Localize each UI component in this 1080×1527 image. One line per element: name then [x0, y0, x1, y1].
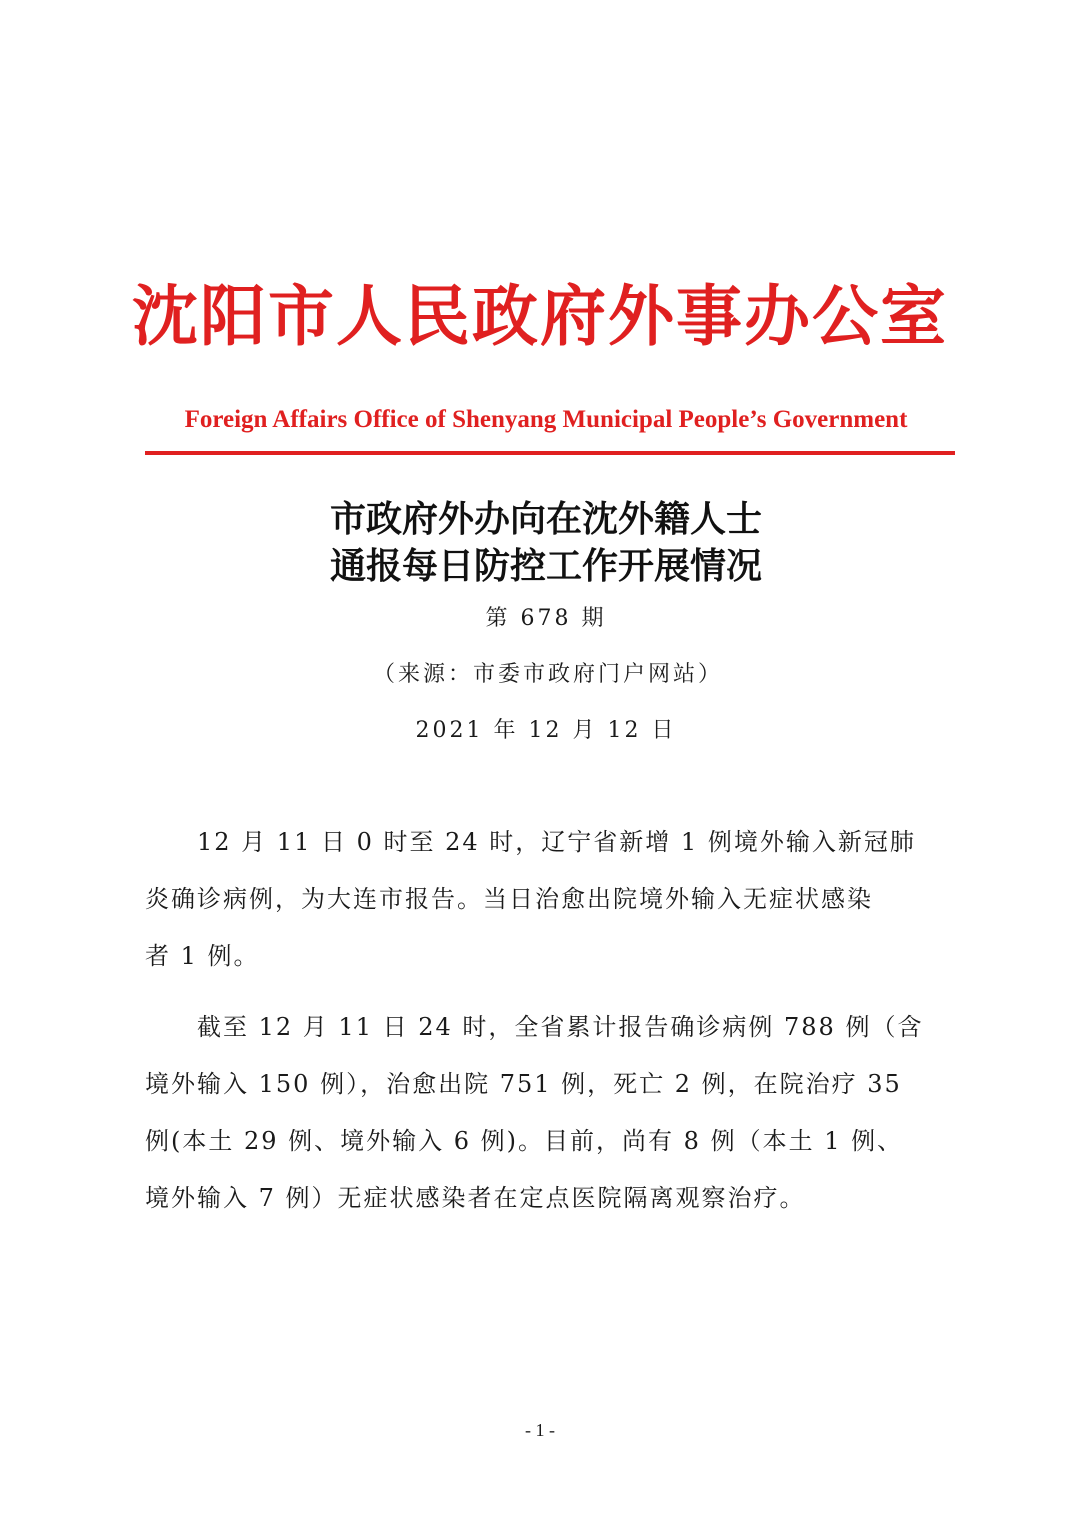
document-title-line-2: 通报每日防控工作开展情况: [329, 545, 762, 587]
document-title-line-1: 市政府外办向在沈外籍人士: [329, 498, 762, 540]
source-note: （来源：市委市政府门户网站）: [372, 662, 723, 687]
org-name-english: Foreign Affairs Office of Shenyang Municipal People’s Government: [184, 406, 908, 433]
paragraph-line: 例(本土 29 例、境外输入 6 例)。目前，尚有 8 例（本土 1 例、: [145, 1127, 904, 1155]
header-divider: [145, 451, 955, 455]
paragraph-line: 境外输入 7 例）无症状感染者在定点医院隔离观察治疗。: [145, 1184, 806, 1212]
issue-number: 第 678 期: [485, 606, 607, 631]
paragraph-line: 截至 12 月 11 日 24 时，全省累计报告确诊病例 788 例（含: [145, 1013, 924, 1041]
body-paragraph-1: [145, 814, 945, 985]
page-number: - 1 -: [525, 1420, 555, 1440]
paragraph-line: 12 月 11 日 0 时至 24 时，辽宁省新增 1 例境外输入新冠肺: [145, 828, 916, 856]
paragraph-line: 者 1 例。: [145, 942, 260, 970]
paragraph-line: 境外输入 150 例），治愈出院 751 例，死亡 2 例，在院治疗 35: [145, 1070, 902, 1098]
paragraph-line: 炎确诊病例，为大连市报告。当日治愈出院境外输入无症状感染: [145, 885, 873, 913]
org-name-chinese: 沈阳市人民政府外事办公室: [132, 277, 948, 355]
document-date: 2021 年 12 月 12 日: [415, 718, 677, 743]
body-paragraph-2: [145, 999, 945, 1227]
